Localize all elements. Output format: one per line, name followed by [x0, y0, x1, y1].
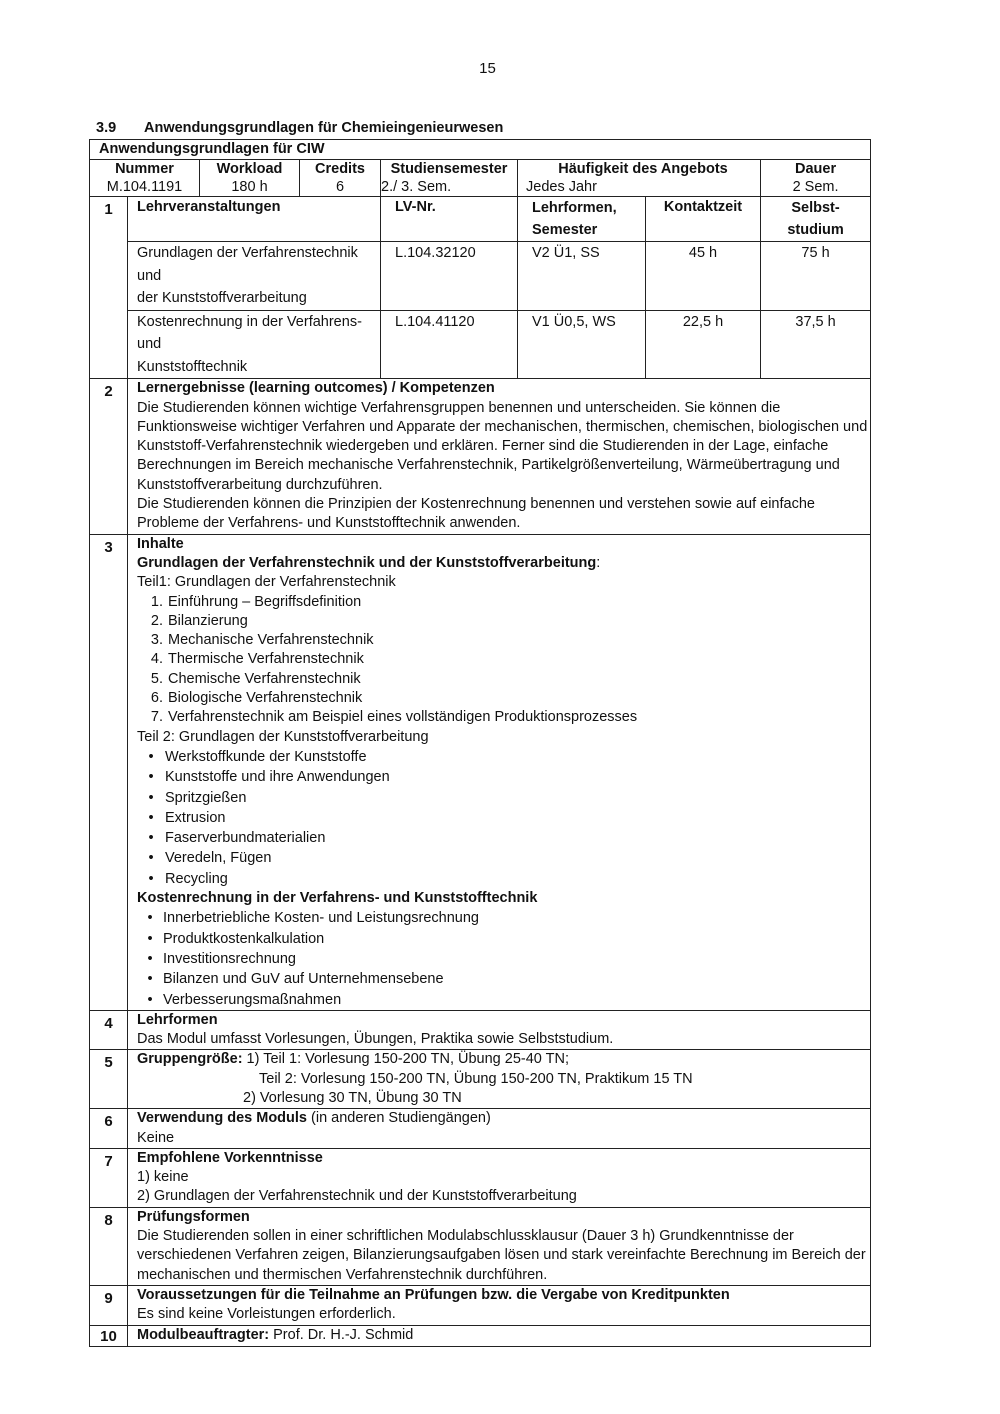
header-row [90, 160, 871, 197]
section-row-8 [90, 1207, 871, 1285]
section-content-3 [128, 534, 871, 1010]
section-content-4 [128, 1010, 871, 1050]
value-haeufigkeit: Jedes Jahr [526, 179, 597, 196]
section-number-4: 4 [90, 1010, 128, 1050]
list-text: Investitionsrechnung [163, 950, 296, 967]
list-item [137, 828, 870, 848]
list-text: Verfahrenstechnik am Beispiel eines vollständigen Produktionsprozesses [168, 709, 638, 726]
header-haeufigkeit [518, 160, 761, 197]
section-number-8: 8 [90, 1207, 128, 1285]
section-number: 3.9 [96, 120, 117, 136]
section-title-6-rest: (in anderen Studiengängen) [307, 1110, 491, 1127]
section-number-7: 7 [90, 1148, 128, 1207]
bullet-icon: • [148, 809, 154, 826]
module-title-row [90, 140, 871, 160]
list-number: 5. [150, 670, 163, 687]
course-row [90, 310, 871, 379]
course-name-line: Grundlagen der Verfahrenstechnik und [137, 245, 358, 284]
course-name-line: der Kunststoffverarbeitung [137, 290, 307, 307]
bullet-icon: • [147, 971, 153, 988]
list-item [137, 689, 870, 708]
label-studiensemester: Studiensemester [390, 161, 508, 178]
list-number: 1. [150, 593, 163, 610]
list-item [137, 949, 870, 969]
prerequisite-line-2: 2) Grundlagen der Verfahrenstechnik und der Kunststoffverarbeitung [137, 1188, 577, 1205]
section-number-9: 9 [90, 1285, 128, 1325]
section-row-2 [90, 379, 871, 534]
bullet-icon: • [147, 991, 153, 1008]
list-item [137, 808, 870, 828]
teil2-heading: Teil 2: Grundlagen der Kunststoffverarbeitung [137, 728, 429, 745]
col-kontaktzeit: Kontaktzeit [646, 197, 761, 242]
header-nummer [90, 160, 200, 197]
course-lehrform: V2 Ü1, SS [518, 242, 646, 311]
section-content-8 [128, 1207, 871, 1285]
competence-text-1: Die Studierenden können wichtige Verfahrensgruppen benennen und unterscheiden. Sie können die Funktionsweise wichtiger Verfahren und Apparate der mechanischen, thermischen, chemischen, biologischen und Kunststoff-Verfahrenstechnik wiedergeben und erklären. Ferner sind die Studierenden in der Lage, einfache Berechnungen im Bereich mechanische Verfahrenstechnik, Partikelgrößenverteilung, Wärmeübertragung und Kunststoffverarbeitung durchzuführen. [137, 399, 868, 493]
section-title-4: Lehrformen [137, 1011, 218, 1028]
col-lvnr: LV-Nr. [381, 197, 518, 242]
list-text: Werkstoffkunde der Kunststoffe [165, 748, 367, 765]
section-title-10: Modulbeauftragter: [137, 1326, 270, 1343]
col-selbststudium [761, 197, 871, 242]
content-subheading-2: Kostenrechnung in der Verfahrens- und Kunststofftechnik [137, 890, 538, 907]
section-title: Anwendungsgrundlagen für Chemieingenieurwesen [144, 120, 504, 136]
course-name-line: Kostenrechnung in der Verfahrens- und [137, 313, 362, 353]
list-item [137, 929, 870, 949]
bullet-icon: • [148, 789, 154, 806]
list-text: Innerbetriebliche Kosten- und Leistungsrechnung [163, 910, 479, 927]
course-name-line: Kunststofftechnik [137, 358, 248, 375]
course-lvnr: L.104.41120 [381, 310, 518, 379]
bullet-icon: • [148, 748, 154, 765]
list-text: Biologische Verfahrenstechnik [168, 690, 363, 707]
value-studiensemester: 2./ 3. Sem. [381, 179, 452, 196]
module-title: Anwendungsgrundlagen für CIW [90, 140, 871, 160]
section-row-10 [90, 1325, 871, 1346]
group-size-line-3: 2) Vorlesung 30 TN, Übung 30 TN [243, 1089, 462, 1106]
section-title-5: Gruppengröße: [137, 1051, 243, 1068]
module-table [89, 139, 871, 1347]
bullet-icon: • [148, 830, 154, 847]
list-text: Bilanzierung [168, 612, 248, 629]
section-content-10 [128, 1325, 871, 1346]
label-credits: Credits [315, 161, 365, 178]
list-item [137, 650, 870, 669]
col-lehrveranstaltungen: Lehrveranstaltungen [128, 197, 381, 242]
list-item [137, 612, 870, 631]
section-text-4: Das Modul umfasst Vorlesungen, Übungen, Praktika sowie Selbststudium. [137, 1031, 614, 1048]
section-row-6 [90, 1109, 871, 1149]
section-number-5: 5 [90, 1050, 128, 1109]
section-content-6 [128, 1109, 871, 1149]
list-item [137, 631, 870, 650]
list-text: Extrusion [165, 809, 226, 826]
list-item [137, 990, 870, 1010]
section-number-2: 2 [90, 379, 128, 534]
bullet-icon: • [148, 769, 154, 786]
course-kontaktzeit: 45 h [646, 242, 761, 311]
bullet-icon: • [147, 950, 153, 967]
list-item [137, 869, 870, 889]
section-row-5 [90, 1050, 871, 1109]
list-item [137, 767, 870, 787]
list-item [137, 747, 870, 767]
list-number: 7. [150, 709, 163, 726]
section-number-6: 6 [90, 1109, 128, 1149]
bullet-icon: • [148, 870, 154, 887]
course-selbststudium: 37,5 h [761, 310, 871, 379]
course-lehrform: V1 Ü0,5, WS [518, 310, 646, 379]
list-item [137, 788, 870, 808]
list-text: Faserverbundmaterialien [165, 830, 326, 847]
label-workload: Workload [216, 161, 283, 178]
group-size-line-2: Teil 2: Vorlesung 150-200 TN, Übung 150-200 TN, Praktikum 15 TN [259, 1070, 693, 1087]
list-text: Recycling [165, 870, 228, 887]
bullet-icon: • [147, 930, 153, 947]
list-number: 6. [150, 690, 163, 707]
prerequisite-line-1: 1) keine [137, 1169, 189, 1186]
list-text: Mechanische Verfahrenstechnik [168, 632, 374, 649]
teil1-list [137, 593, 870, 728]
section-content-9 [128, 1285, 871, 1325]
section-number-3: 3 [90, 534, 128, 1010]
section-row-7 [90, 1148, 871, 1207]
section-title-3: Inhalte [137, 535, 184, 552]
list-text: Chemische Verfahrenstechnik [168, 670, 361, 687]
section-text-8: Die Studierenden sollen in einer schriftlichen Modulabschlussklausur (Dauer 3 h) Grundkenntnisse der verschiedenen Verfahren zeigen, Bilanzierungsaufgaben lösen und stark vereinfachte Berechnung im Bereich der mechanischen und thermischen Verfahrenstechnik durchführen. [137, 1228, 866, 1283]
header-workload [200, 160, 300, 197]
section-row-3 [90, 534, 871, 1010]
course-name [128, 242, 381, 311]
list-item [137, 593, 870, 612]
section-content-7 [128, 1148, 871, 1207]
label-dauer: Dauer [794, 161, 837, 178]
section-content-5 [128, 1050, 871, 1109]
value-workload: 180 h [231, 179, 268, 196]
section-text-6: Keine [137, 1129, 175, 1146]
section-text-10: Prof. Dr. H.-J. Schmid [269, 1326, 414, 1343]
list-item [137, 969, 870, 989]
list-item [137, 670, 870, 689]
list-text: Bilanzen und GuV auf Unternehmensebene [163, 971, 444, 988]
page-number: 15 [479, 60, 496, 77]
teil1-heading: Teil1: Grundlagen der Verfahrenstechnik [137, 574, 396, 591]
section-title-6: Verwendung des Moduls [137, 1110, 307, 1127]
course-lvnr: L.104.32120 [381, 242, 518, 311]
value-credits: 6 [335, 179, 345, 196]
col-selbststudium-1: Selbst- [791, 200, 840, 217]
col-lehrformen-1: Lehrformen, [532, 200, 617, 217]
content-subheading-colon: : [596, 554, 601, 571]
section-title-8: Prüfungsformen [137, 1208, 250, 1225]
bullet-icon: • [147, 910, 153, 927]
col-selbststudium-2: studium [787, 222, 844, 239]
section-row-4 [90, 1010, 871, 1050]
section-row-9 [90, 1285, 871, 1325]
header-credits [300, 160, 381, 197]
content-subheading-1: Grundlagen der Verfahrenstechnik und der Kunststoffverarbeitung [137, 554, 597, 571]
list-number: 2. [150, 612, 163, 629]
course-name [128, 310, 381, 379]
header-studiensemester [381, 160, 518, 197]
col-lehrformen-2: Semester [532, 222, 598, 239]
value-nummer: M.104.1191 [106, 179, 183, 196]
col-lehrformen [518, 197, 646, 242]
list-text: Einführung – Begriffsdefinition [168, 593, 362, 610]
course-selbststudium: 75 h [761, 242, 871, 311]
list-text: Verbesserungsmaßnahmen [163, 991, 342, 1008]
list-text: Thermische Verfahrenstechnik [168, 651, 364, 668]
section-title-9: Voraussetzungen für die Teilnahme an Prüfungen bzw. die Vergabe von Kreditpunkten [137, 1286, 730, 1303]
group-size-line-1: 1) Teil 1: Vorlesung 150-200 TN, Übung 25-40 TN; [242, 1051, 569, 1068]
label-nummer: Nummer [115, 161, 174, 178]
list-item [137, 708, 870, 727]
course-row [90, 242, 871, 311]
competence-text-2: Die Studierenden können die Prinzipien der Kostenrechnung benennen und verstehen sowie auf einfache Probleme der Verfahrens- und Kunststofftechnik anwenden. [137, 496, 815, 532]
list-text: Veredeln, Fügen [165, 850, 272, 867]
header-dauer [761, 160, 871, 197]
section-text-9: Es sind keine Vorleistungen erforderlich. [137, 1306, 396, 1323]
list-item [137, 908, 870, 928]
label-haeufigkeit: Häufigkeit des Angebots [558, 161, 728, 178]
list-text: Spritzgießen [165, 789, 247, 806]
teil2-list [137, 747, 870, 889]
kosten-list [137, 908, 870, 1009]
section-content-2 [128, 379, 871, 534]
bullet-icon: • [148, 850, 154, 867]
list-text: Kunststoffe und ihre Anwendungen [165, 769, 390, 786]
section-number-10: 10 [90, 1325, 128, 1346]
section-title-2: Lernergebnisse (learning outcomes) / Kompetenzen [137, 380, 495, 397]
section-title-7: Empfohlene Vorkenntnisse [137, 1149, 323, 1166]
value-dauer: 2 Sem. [792, 179, 839, 196]
s1-header-row [90, 197, 871, 242]
section-heading [96, 120, 503, 136]
section-number-1: 1 [90, 197, 128, 379]
course-kontaktzeit: 22,5 h [646, 310, 761, 379]
list-number: 4. [150, 651, 163, 668]
list-item [137, 848, 870, 868]
list-number: 3. [150, 632, 163, 649]
list-text: Produktkostenkalkulation [163, 930, 325, 947]
